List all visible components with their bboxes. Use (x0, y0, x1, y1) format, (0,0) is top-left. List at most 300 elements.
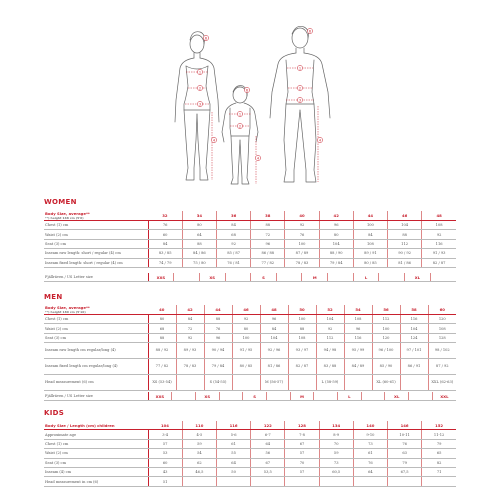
table-cell: 51 (148, 477, 182, 486)
table-cell: 82 (422, 458, 456, 467)
table-cell: 84 (260, 324, 288, 333)
table-row (44, 359, 456, 375)
table-cell: 73 (353, 439, 387, 448)
women-size-header: 34 (182, 211, 216, 221)
letter-size-cell: XS (195, 392, 219, 401)
table-cell: 87 / 89 (285, 249, 319, 258)
table-cell (422, 477, 456, 486)
table-cell: XS (53-54) (148, 375, 176, 391)
table-cell: 55 (216, 449, 250, 458)
men-size-header: 40 (148, 305, 176, 315)
table-cell: 53,5 (251, 467, 285, 476)
row-label: Seat (3) cm (44, 239, 148, 248)
table-cell: 116 (422, 239, 456, 248)
table-cell: 96 (204, 333, 232, 342)
table-cell: 76 / 81 (216, 258, 250, 267)
letter-size-cell: XXS (148, 392, 172, 401)
table-cell: 60,5 (319, 467, 353, 476)
table-row (44, 430, 456, 439)
table-row (44, 375, 456, 391)
table-cell: 104 (316, 315, 344, 324)
table-cell: S (54-55) (204, 375, 232, 391)
row-label: Seat (3) cm (44, 458, 148, 467)
table-cell (288, 375, 316, 391)
table-cell: 92 (285, 221, 319, 230)
men-size-header: 44 (204, 305, 232, 315)
table-cell: 7-8 (285, 430, 319, 439)
table-cell: 84 / 89 (344, 359, 372, 375)
marker-4-man (317, 137, 322, 142)
table-cell: 89 / 91 (353, 249, 387, 258)
women-size-header: 44 (353, 211, 387, 221)
table-cell: 64 (216, 458, 250, 467)
marker-6-child (244, 87, 249, 92)
kids-size-header: 104 (148, 421, 182, 430)
table-row (44, 477, 456, 486)
table-cell: 128 (428, 333, 456, 342)
table-row (44, 467, 456, 476)
letter-size-cell (328, 273, 354, 282)
table-cell: 64 (182, 230, 216, 239)
table-cell (319, 477, 353, 486)
men-size-header: 42 (176, 305, 204, 315)
letter-size-cell (276, 273, 302, 282)
table-cell: 124 (400, 333, 428, 342)
table-cell: 9-10 (353, 430, 387, 439)
kids-size-header: 128 (285, 421, 319, 430)
women-size-header: 40 (285, 211, 319, 221)
men-size-table (44, 305, 456, 391)
svg-text:4: 4 (256, 156, 260, 161)
marker-3-woman (197, 101, 202, 106)
table-cell: 86 / 88 (251, 249, 285, 258)
table-cell (285, 477, 319, 486)
women-header-label: Body Size, average** **) height 168 cm (5'6) (44, 211, 148, 221)
table-cell: 96 (319, 221, 353, 230)
table-cell: 79 / 84 (204, 359, 232, 375)
table-cell: 88 (148, 333, 176, 342)
table-cell: 112 (372, 315, 400, 324)
table-cell: 84 (216, 221, 250, 230)
women-size-header: 46 (388, 211, 422, 221)
table-cell: 84 (148, 239, 182, 248)
table-cell: 80 / 85 (353, 258, 387, 267)
svg-text:2: 2 (198, 86, 202, 91)
table-cell: 57 (148, 439, 182, 448)
table-cell (216, 477, 250, 486)
table-cell: 3-4 (148, 430, 182, 439)
table-cell: 61 (216, 439, 250, 448)
svg-text:1: 1 (298, 66, 302, 71)
table-cell: 92 (422, 230, 456, 239)
marker-1-man (297, 65, 302, 70)
table-cell: 100 (285, 239, 319, 248)
table-cell: 57 (285, 467, 319, 476)
table-cell: 82 / 87 (422, 258, 456, 267)
table-cell: 65 (422, 449, 456, 458)
table-cell (353, 477, 387, 486)
women-section-title: WOMEN (44, 198, 77, 206)
svg-text:3: 3 (298, 98, 302, 103)
table-cell: 54 (182, 449, 216, 458)
row-label: Approximate age (44, 430, 148, 439)
table-cell: 64 (353, 467, 387, 476)
table-cell: 108 (288, 333, 316, 342)
table-cell: 79 / 84 (319, 258, 353, 267)
table-cell: 88 / 90 (319, 249, 353, 258)
table-cell: 116 (344, 333, 372, 342)
table-cell: 92 (232, 315, 260, 324)
table-cell: 96 (260, 315, 288, 324)
table-cell: 82 / 87 (288, 359, 316, 375)
letter-size-cell (361, 392, 385, 401)
table-cell: 10-11 (388, 430, 422, 439)
letter-size-cell (225, 273, 251, 282)
table-cell: 108 (428, 324, 456, 333)
table-cell: 80 / 85 (232, 359, 260, 375)
table-cell: 80 (148, 315, 176, 324)
letter-size-cell (379, 273, 405, 282)
table-cell: 11-12 (422, 430, 456, 439)
row-label: Head measurement (6) cm (44, 375, 148, 391)
table-cell: 83 / 88 (316, 359, 344, 375)
table-cell: 91 / 95 (232, 343, 260, 359)
table-cell: 76 (204, 324, 232, 333)
women-size-header: 42 (319, 211, 353, 221)
table-cell (182, 477, 216, 486)
table-cell: 43 (148, 467, 182, 476)
table-cell: 104 (260, 333, 288, 342)
table-cell: 88 (251, 221, 285, 230)
table-cell: 4-5 (182, 430, 216, 439)
women-size-header: 36 (216, 211, 250, 221)
table-cell: 67 (285, 439, 319, 448)
svg-text:1: 1 (198, 70, 202, 75)
table-cell: 60 (148, 458, 182, 467)
table-cell: 6-7 (251, 430, 285, 439)
svg-text:6: 6 (245, 88, 249, 93)
table-cell: 68 (216, 230, 250, 239)
table-row (44, 221, 456, 230)
table-cell: 108 (344, 315, 372, 324)
body-measurement-illustration (0, 0, 500, 190)
table-cell: 96 (251, 239, 285, 248)
men-section-title: MEN (44, 293, 63, 301)
row-label: Seat (3) cm (44, 333, 148, 342)
svg-text:1: 1 (238, 112, 242, 117)
table-cell: 84 / 86 (182, 249, 216, 258)
table-cell: 78 / 83 (176, 359, 204, 375)
svg-text:2: 2 (298, 86, 302, 91)
kids-header-label: Body Size / Length (cm) children (44, 421, 148, 430)
table-cell (400, 375, 428, 391)
table-cell: 94 / 98 (316, 343, 344, 359)
table-cell: 92 (216, 239, 250, 248)
marker-4-woman (211, 137, 216, 142)
table-cell: 96 (344, 324, 372, 333)
marker-2-man (297, 85, 302, 90)
table-cell: 79 (422, 439, 456, 448)
table-cell: 76 (353, 458, 387, 467)
letter-size-cell (174, 273, 200, 282)
table-cell: 79 (388, 458, 422, 467)
kids-size-header: 152 (422, 421, 456, 430)
table-cell: 70 (285, 458, 319, 467)
row-label: Waist (2) cm (44, 324, 148, 333)
table-cell: 90 / 92 (388, 249, 422, 258)
table-cell (251, 477, 285, 486)
men-size-header: 48 (260, 305, 288, 315)
letter-size-label: Fjällräven / US Letter size (44, 273, 148, 282)
table-cell: 76 (148, 221, 182, 230)
table-cell (388, 477, 422, 486)
table-cell (232, 375, 260, 391)
table-cell: 62 (182, 458, 216, 467)
table-cell: 76 (388, 439, 422, 448)
table-cell: 75 / 80 (182, 258, 216, 267)
row-label: Inseam fixed length: short / regular (4) cm (44, 258, 148, 267)
table-cell: 92 (316, 324, 344, 333)
letter-size-cell (430, 273, 456, 282)
row-label: Inseam raw length cm regular/long (4) (44, 343, 148, 359)
table-cell: 57 (285, 449, 319, 458)
men-size-header: 50 (288, 305, 316, 315)
table-cell: 59 (319, 449, 353, 458)
row-label: Inseam raw length: short / regular (4) cm (44, 249, 148, 258)
table-cell: 90 / 94 (204, 343, 232, 359)
table-row (44, 258, 456, 267)
table-row (44, 458, 456, 467)
men-size-header: 54 (344, 305, 372, 315)
row-label: Chest (1) cm (44, 221, 148, 230)
letter-size-cell: XL (405, 273, 431, 282)
table-cell: 72 (176, 324, 204, 333)
women-size-table (44, 211, 456, 268)
table-cell: 112 (316, 333, 344, 342)
svg-text:2: 2 (238, 124, 242, 129)
table-cell: L (58-59) (316, 375, 344, 391)
table-cell: 53 (148, 449, 182, 458)
table-cell: 60 (148, 230, 182, 239)
men-size-header: 58 (400, 305, 428, 315)
table-cell: 61 (353, 449, 387, 458)
table-cell: 92 / 96 (260, 343, 288, 359)
table-cell: 91 / 93 (422, 249, 456, 258)
kids-size-header: 122 (251, 421, 285, 430)
letter-size-cell: M (302, 273, 328, 282)
table-cell: 68 (148, 324, 176, 333)
table-cell: 71 (422, 467, 456, 476)
letter-size-cell: XXS (148, 273, 174, 282)
table-cell: XXL (62-63) (428, 375, 456, 391)
kids-size-header: 110 (182, 421, 216, 430)
women-size-header: 48 (422, 211, 456, 221)
table-cell: 77 / 82 (251, 258, 285, 267)
letter-size-cell: XS (199, 273, 225, 282)
table-cell: 46,5 (182, 467, 216, 476)
table-cell: 100 (372, 324, 400, 333)
table-cell: 116 (400, 315, 428, 324)
kids-size-header: 116 (216, 421, 250, 430)
table-cell: 83 / 85 (148, 249, 182, 258)
table-cell: 85 / 90 (372, 359, 400, 375)
kids-section-title: KIDS (44, 409, 65, 417)
letter-size-cell: L (353, 273, 379, 282)
table-row (44, 230, 456, 239)
letter-size-cell: S (251, 273, 277, 282)
men-size-header: 46 (232, 305, 260, 315)
table-cell: 100 (232, 333, 260, 342)
svg-text:6: 6 (308, 29, 312, 34)
table-cell: 112 (388, 239, 422, 248)
table-cell: 74 / 79 (148, 258, 182, 267)
table-cell: 81 / 86 (260, 359, 288, 375)
table-cell: 89 / 93 (176, 343, 204, 359)
table-row (44, 249, 456, 258)
child-figure (222, 86, 258, 184)
marker-2-woman (197, 85, 202, 90)
letter-size-cell: S (243, 392, 267, 401)
row-label: Chest (1) cm (44, 439, 148, 448)
table-cell: 92 (176, 333, 204, 342)
letter-size-cell (409, 392, 433, 401)
woman-figure (175, 32, 219, 180)
women-letter-table (44, 273, 456, 282)
table-cell (344, 375, 372, 391)
table-row (44, 315, 456, 324)
row-label: Waist (2) cm (44, 230, 148, 239)
table-cell (176, 375, 204, 391)
table-cell: 81 / 86 (388, 258, 422, 267)
table-cell: 87 / 92 (428, 359, 456, 375)
men-size-header: 52 (316, 305, 344, 315)
table-cell: 70 (319, 439, 353, 448)
table-cell: 120 (428, 315, 456, 324)
kids-header-row (44, 421, 456, 430)
row-label: Head measurement in cm (6) (44, 477, 148, 486)
man-figure (270, 26, 330, 182)
table-cell: 104 (388, 221, 422, 230)
marker-6-man (307, 28, 312, 33)
table-row (44, 439, 456, 448)
table-cell: 88 (288, 324, 316, 333)
table-cell: 93 / 97 (288, 343, 316, 359)
women-header-row (44, 211, 456, 221)
letter-size-cell (314, 392, 338, 401)
table-row (44, 324, 456, 333)
table-cell: 63 (388, 449, 422, 458)
letter-size-cell (266, 392, 290, 401)
table-cell: 108 (422, 221, 456, 230)
svg-text:6: 6 (204, 36, 208, 41)
marker-4-child (255, 155, 260, 160)
table-cell: 67,5 (388, 467, 422, 476)
kids-size-header: 140 (353, 421, 387, 430)
men-letter-table (44, 392, 456, 401)
table-row (44, 449, 456, 458)
women-letter-row (44, 273, 456, 282)
kids-size-table (44, 421, 456, 487)
table-cell: 85 / 87 (216, 249, 250, 258)
table-cell: 88 (388, 230, 422, 239)
table-cell: 80 (182, 221, 216, 230)
letter-size-cell: XXL (432, 392, 456, 401)
table-cell: 72 (251, 230, 285, 239)
table-cell: 97 / 101 (400, 343, 428, 359)
letter-size-cell: M (290, 392, 314, 401)
table-cell: 96 / 100 (372, 343, 400, 359)
table-cell: 76 (285, 230, 319, 239)
table-cell: 104 (400, 324, 428, 333)
table-cell: 64 (251, 439, 285, 448)
letter-size-label: Fjällräven / US Letter size (44, 392, 148, 401)
table-cell: 77 / 82 (148, 359, 176, 375)
letter-size-cell (219, 392, 243, 401)
marker-3-man (297, 97, 302, 102)
table-cell: 8-9 (319, 430, 353, 439)
row-label: Chest (1) cm (44, 315, 148, 324)
row-label: Inseam (4) cm (44, 467, 148, 476)
marker-2-child (237, 123, 242, 128)
svg-text:4: 4 (318, 138, 322, 143)
svg-text:4: 4 (212, 138, 216, 143)
table-cell: 88 (182, 239, 216, 248)
men-letter-row (44, 392, 456, 401)
svg-text:3: 3 (198, 102, 202, 107)
letter-size-cell (172, 392, 196, 401)
table-cell: 73 (319, 458, 353, 467)
table-cell: 98 / 102 (428, 343, 456, 359)
kids-size-header: 146 (388, 421, 422, 430)
table-cell: 78 / 83 (285, 258, 319, 267)
table-cell: 108 (353, 239, 387, 248)
men-size-header: 60 (428, 305, 456, 315)
table-cell: 67 (251, 458, 285, 467)
table-cell: 100 (353, 221, 387, 230)
table-cell: 80 (232, 324, 260, 333)
letter-size-cell: L (338, 392, 362, 401)
women-size-header: 38 (251, 211, 285, 221)
kids-size-header: 134 (319, 421, 353, 430)
table-cell: 84 (353, 230, 387, 239)
marker-6-woman (203, 35, 208, 40)
table-cell: 88 (204, 315, 232, 324)
table-cell: 84 (176, 315, 204, 324)
table-cell: M (56-57) (260, 375, 288, 391)
table-cell: 50 (216, 467, 250, 476)
table-cell: 59 (182, 439, 216, 448)
table-cell: 95 / 99 (344, 343, 372, 359)
table-cell: XL (60-61) (372, 375, 400, 391)
table-cell: 100 (288, 315, 316, 324)
row-label: Waist (2) cm (44, 449, 148, 458)
table-cell: 86 / 91 (400, 359, 428, 375)
table-cell: 120 (372, 333, 400, 342)
letter-size-cell: XL (385, 392, 409, 401)
women-size-header: 32 (148, 211, 182, 221)
row-label: Inseam fixed length cm regular/long (4) (44, 359, 148, 375)
table-row (44, 343, 456, 359)
table-cell: 104 (319, 239, 353, 248)
marker-1-child (237, 111, 242, 116)
table-cell: 88 / 92 (148, 343, 176, 359)
table-cell: 5-6 (216, 430, 250, 439)
table-cell: 56 (251, 449, 285, 458)
marker-1-woman (197, 69, 202, 74)
table-row (44, 333, 456, 342)
table-row (44, 239, 456, 248)
table-cell: 80 (319, 230, 353, 239)
